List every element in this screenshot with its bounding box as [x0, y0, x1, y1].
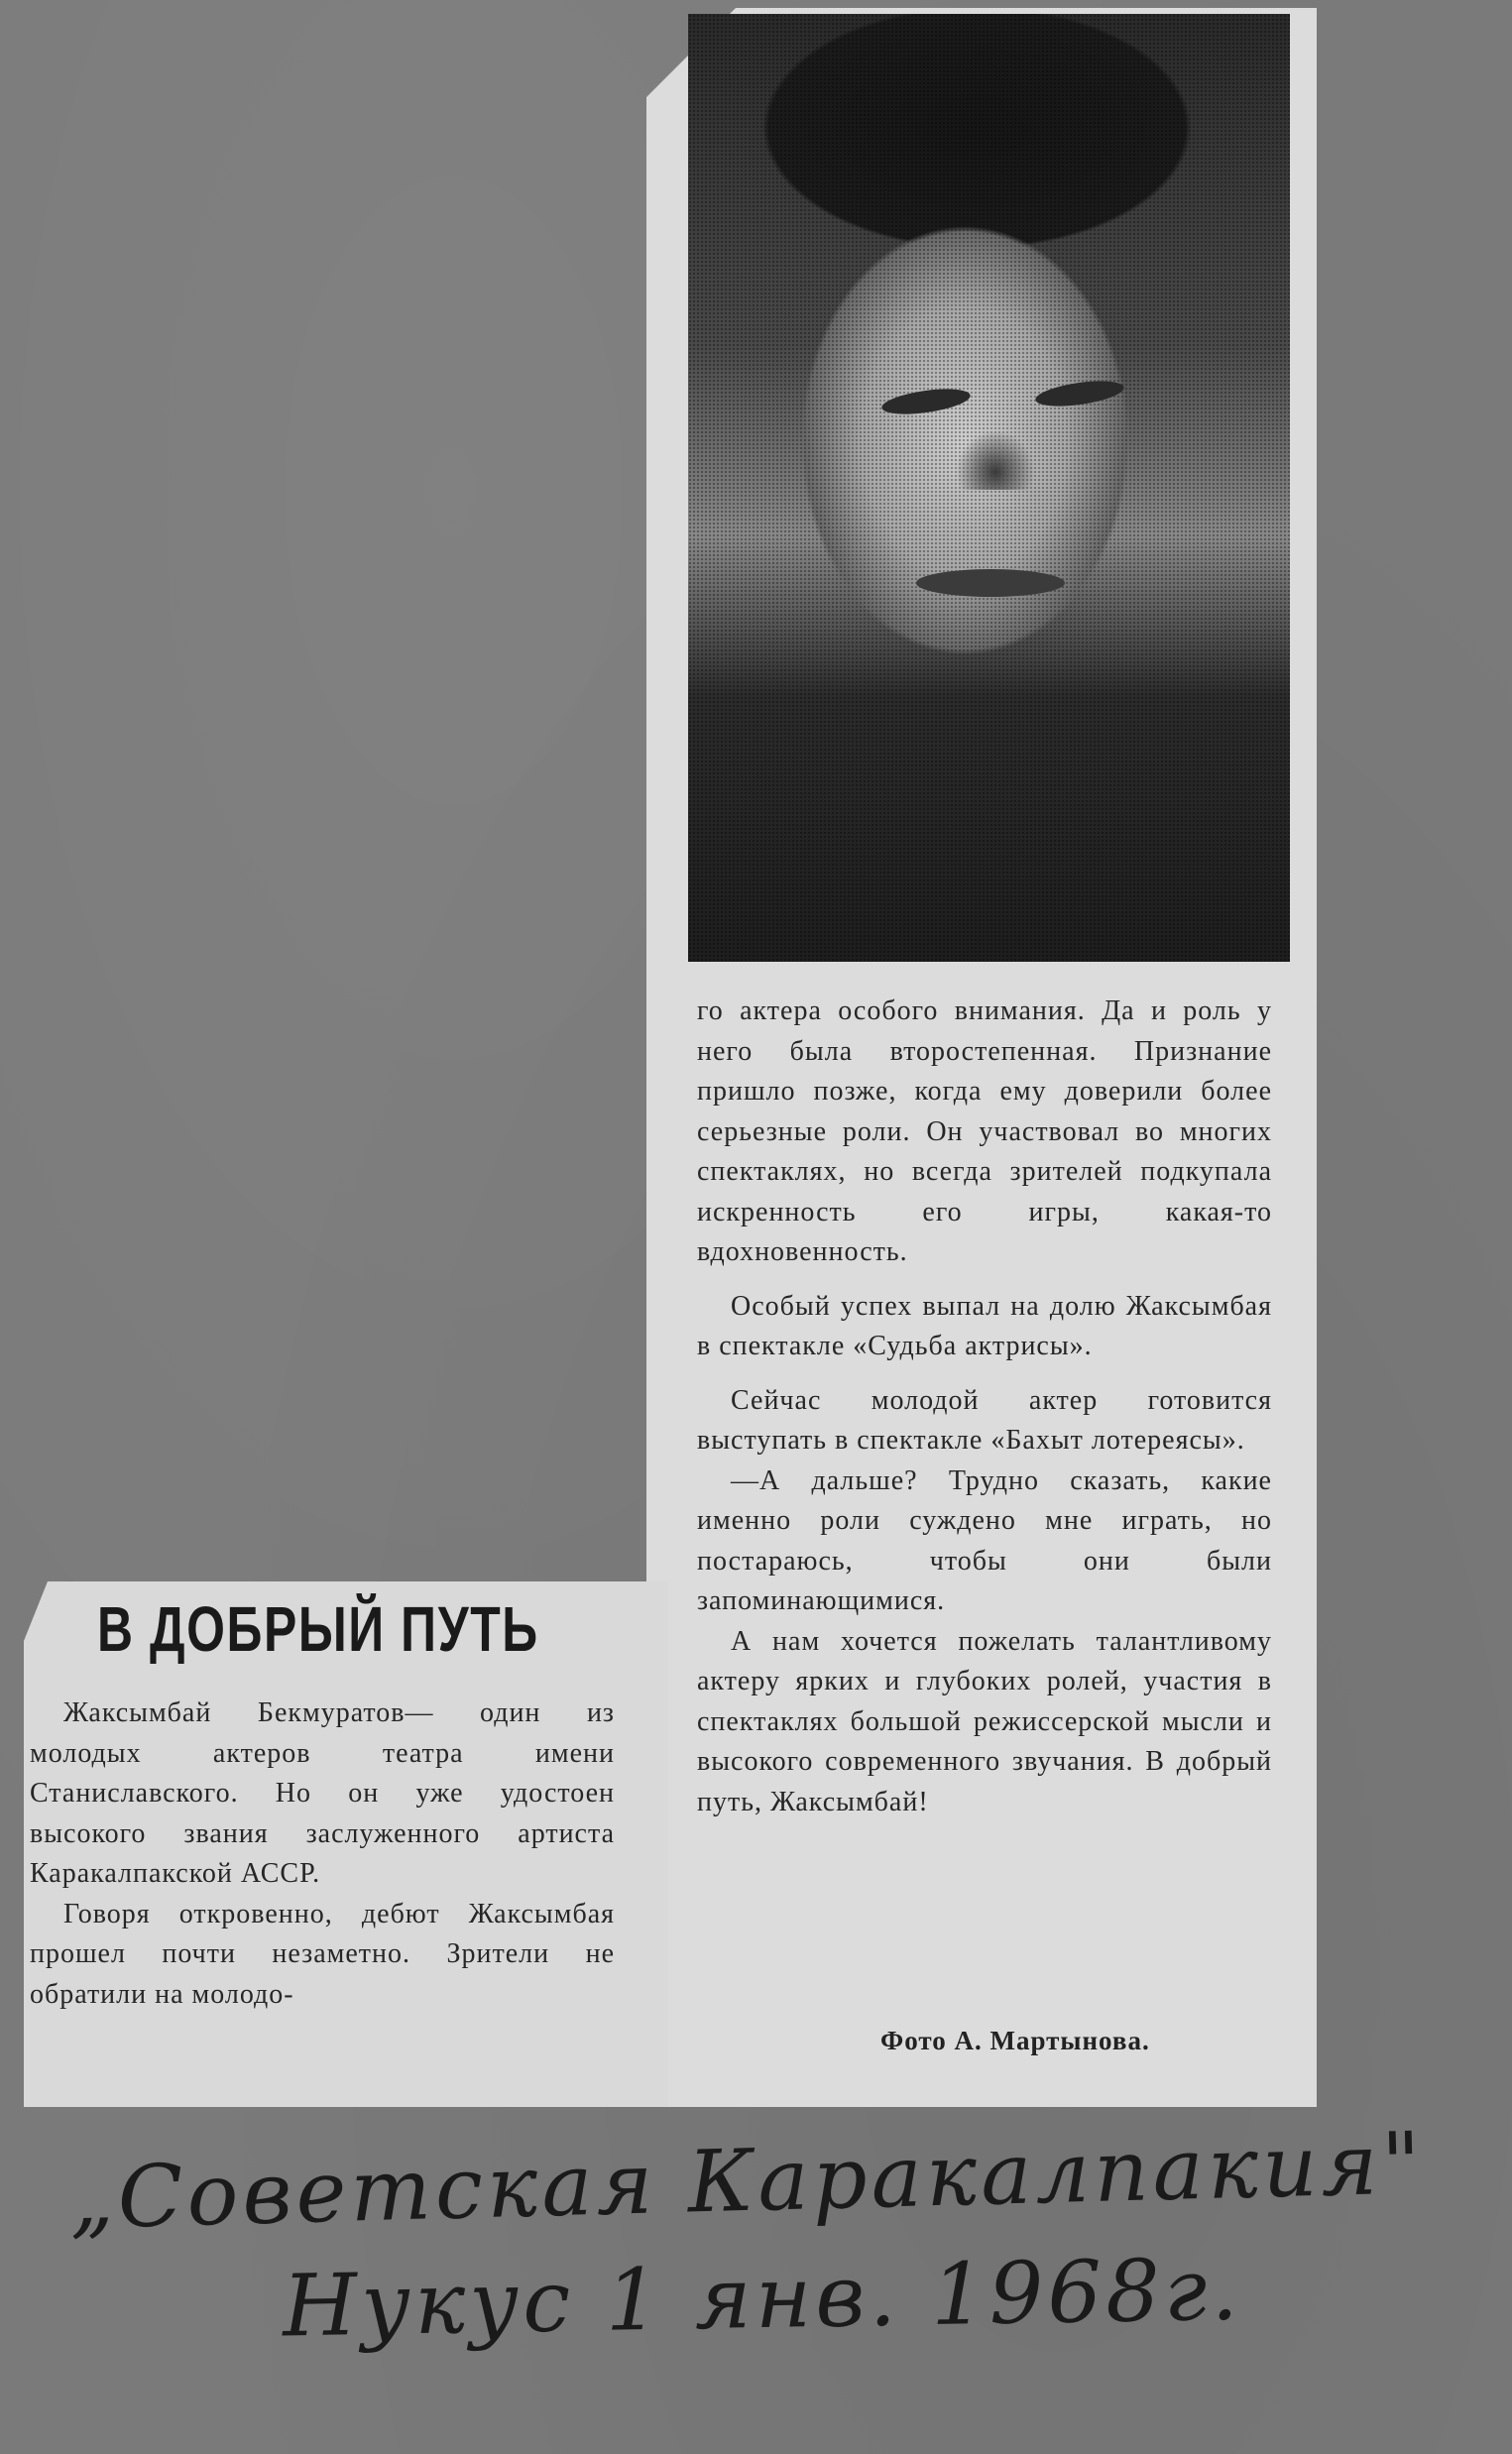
article-paragraph: Говоря откровенно, дебют Жаксымбая прошел почти незаметно. Зрители не обратили на молодо- [30, 1898, 615, 2010]
handwritten-date: Нукус 1 янв. 1968г. [282, 2240, 1243, 2357]
photo-eye-right [1034, 377, 1125, 410]
article-paragraph: —А дальше? Трудно сказать, какие именно роли суждено мне играть, но постараюсь, чтобы они были запоминающимися. [697, 1464, 1272, 1616]
article-headline: В ДОБРЫЙ ПУТЬ [97, 1593, 539, 1665]
article-paragraph: Особый успех выпал на долю Жаксымбая в спектакле «Судьба актрисы». [697, 1290, 1272, 1361]
article-paragraph: го актера особого внимания. Да и роль у него была второстепенная. Признание пришло позже, когда ему доверили более серьезные роли. Он участвовал во многих спектаклях, но всегда зрителей подкупала искренность его игры, какая-то вдохновенность. [697, 995, 1272, 1267]
article-paragraph: Жаксымбай Бекмуратов— один из молодых актеров театра имени Станиславского. Но он уже удостоен высокого звания заслуженного артиста Каракалпакской АССР. [30, 1697, 615, 1889]
handwritten-source: „Советская Каракалпакия" [67, 2114, 1427, 2249]
article-right-column [697, 992, 1272, 1822]
article-paragraph: А нам хочется пожелать талантливому актеру ярких и глубоких ролей, участия в спектаклях большой режиссерской мысли и высокого современного звучания. В добрый путь, Жаксымбай! [697, 1625, 1272, 1817]
photo-credit: Фото А. Мартынова. [880, 2026, 1150, 2055]
photo-mouth [916, 569, 1065, 597]
article-paragraph: Сейчас молодой актер готовится выступать в спектакле «Бахыт лотереясы». [697, 1384, 1272, 1456]
photo-eye-left [880, 385, 972, 418]
photo-nose [956, 430, 1035, 490]
article-left-column [30, 1694, 615, 2015]
portrait-photo [688, 14, 1290, 962]
